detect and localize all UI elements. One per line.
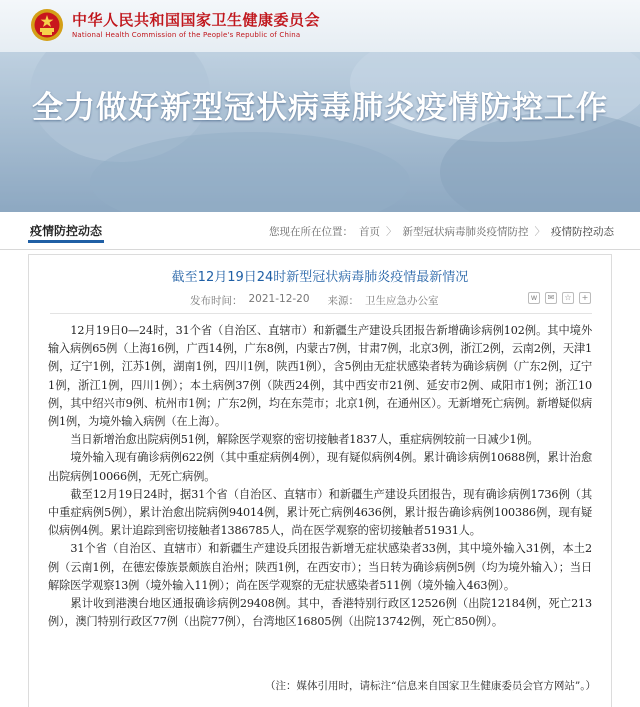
meta-divider — [50, 313, 592, 314]
paragraph-new-cases: 12月19日0—24时，31个省（自治区、直辖市）和新疆生产建设兵团报告新增确诊病例102例。其中境外输入病例65例（上海16例，广西14例，广东8例，内蒙古7例，甘肃7例，北京3例，浙江2例，云南2例，天津1例，辽宁1例，江苏1例，湖南1例，四川1例，陕西1例），含5例由无症状感染者转为确诊病例（广东2例，辽宁1例，浙江1例，四川1例）；本土病例37例（陕西24例，其中西安市21例、延安市2例、咸阳市1例；浙江10例，其中绍兴市9例、杭州市1例；广东2例，均在东莞市；北京1例，在通州区）。无新增死亡病例。新增疑似病例1例，为境外输入病例（在上海）。 — [48, 324, 592, 429]
banner-background-image — [0, 52, 640, 212]
breadcrumb-home-link[interactable]: 首页 — [359, 226, 380, 238]
breadcrumb-covid-link[interactable]: 新型冠状病毒肺炎疫情防控 — [402, 226, 529, 238]
breadcrumb — [269, 224, 614, 239]
publish-date: 2021-12-20 — [248, 293, 310, 305]
more-icon[interactable]: + — [579, 292, 591, 304]
header-banner — [0, 0, 640, 212]
weibo-icon[interactable]: w — [528, 292, 540, 304]
breadcrumb-prefix: 您现在所在位置： — [269, 226, 353, 238]
paragraph-hk-macao-taiwan: 累计收到港澳台地区通报确诊病例29408例。其中，香港特别行政区12526例（出院12184例，死亡213例），澳门特别行政区77例（出院77例），台湾地区16805例（出院13742例，死亡850例）。 — [48, 597, 592, 629]
paragraph-cumulative: 截至12月19日24时，据31个省（自治区、直辖市）和新疆生产建设兵团报告，现有确诊病例1736例（其中重症病例5例），累计治愈出院病例94014例，累计死亡病例4636例，累计报告确诊病例100386例，现有疑似病例4例。累计追踪到密切接触者1386785人，尚在医学观察的密切接触者51931人。 — [48, 487, 592, 538]
section-title: 疫情防控动态 — [30, 224, 103, 238]
qzone-icon[interactable]: ☆ — [562, 292, 574, 304]
source-value: 卫生应急办公室 — [365, 295, 439, 307]
section-title-underline — [28, 240, 104, 243]
breadcrumb-separator: 〉 — [386, 226, 397, 238]
article-meta — [190, 293, 439, 308]
share-toolbar — [528, 292, 591, 304]
citation-note: （注：媒体引用时，请标注“信息来自国家卫生健康委员会官方网站”。） — [265, 680, 596, 692]
breadcrumb-separator: 〉 — [534, 226, 545, 238]
source-label: 来源： — [327, 295, 360, 307]
banner-slogan: 全力做好新型冠状病毒肺炎疫情防控工作 — [32, 90, 608, 126]
paragraph-recoveries: 当日新增治愈出院病例51例，解除医学观察的密切接触者1837人，重症病例较前一日减少1例。 — [70, 433, 539, 447]
publish-label: 发布时间： — [190, 295, 243, 307]
article-body — [48, 322, 592, 631]
breadcrumb-current-link[interactable]: 疫情防控动态 — [551, 226, 614, 238]
wechat-icon[interactable]: ✉ — [545, 292, 557, 304]
paragraph-imported: 境外输入现有确诊病例622例（其中重症病例4例），现有疑似病例4例。累计确诊病例10688例，累计治愈出院病例10066例，无死亡病例。 — [48, 451, 592, 483]
org-name-en: National Health Commission of the People's Republic of China — [72, 31, 301, 39]
national-emblem-icon[interactable] — [30, 7, 64, 43]
paragraph-asymptomatic: 31个省（自治区、直辖市）和新疆生产建设兵团报告新增无症状感染者33例，其中境外输入31例，本土2例（云南1例，在德宏傣族景颇族自治州；陕西1例，在西安市）；当日转为确诊病例5例（均为境外输入）；当日解除医学观察13例（境外输入11例）；尚在医学观察的无症状感染者511例（境外输入463例）。 — [48, 542, 592, 592]
article-title: 截至12月19日24时新型冠状病毒肺炎疫情最新情况 — [171, 270, 469, 285]
org-name-cn[interactable]: 中华人民共和国国家卫生健康委员会 — [72, 11, 321, 29]
